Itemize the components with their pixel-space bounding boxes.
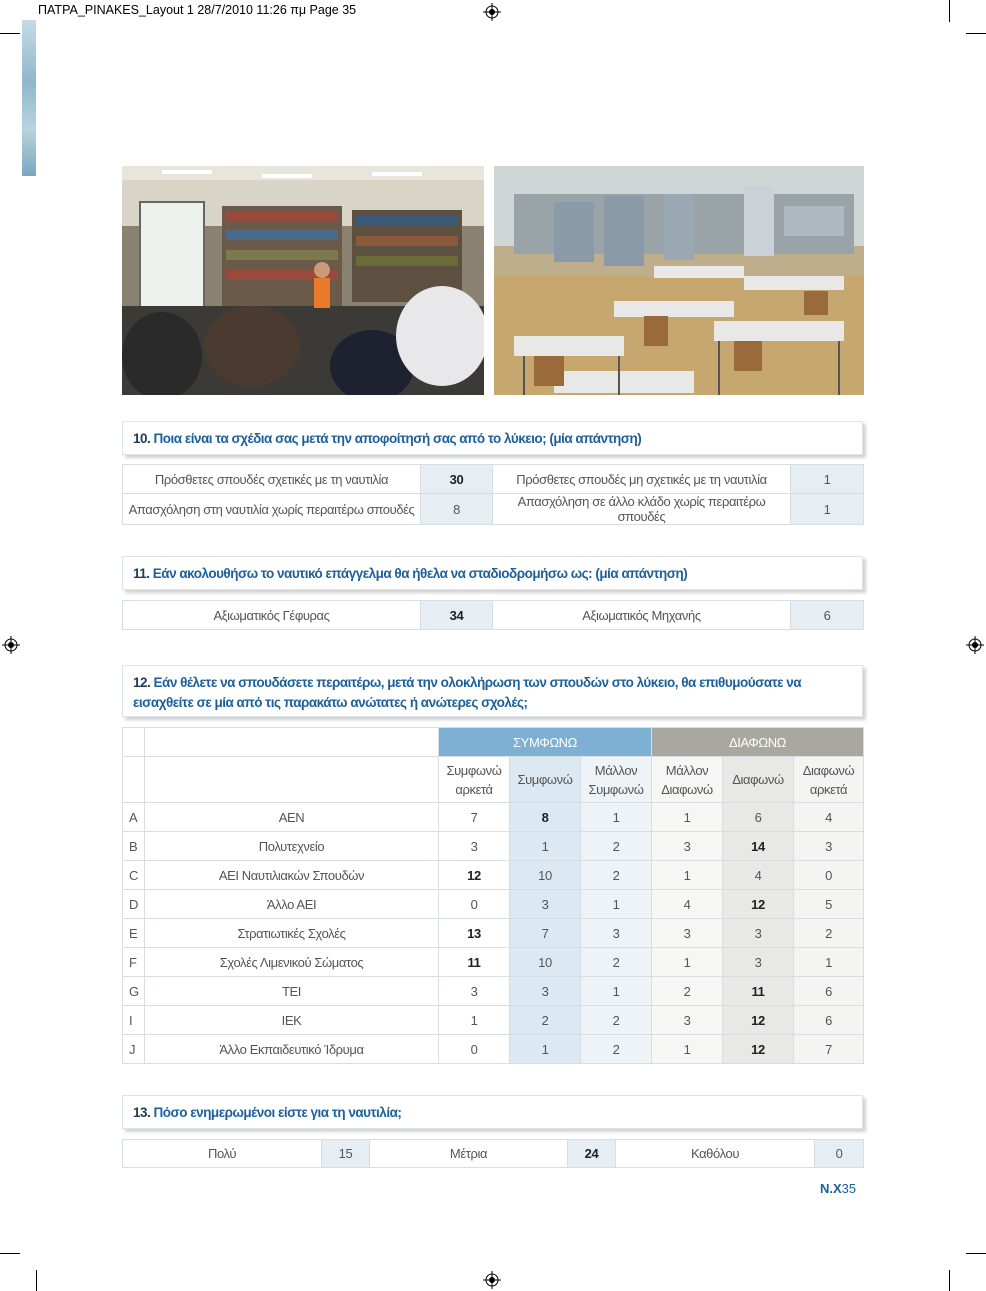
column-header (652, 757, 723, 803)
table-row (123, 601, 864, 630)
group-header-disagree: ΔΙΑΦΩΝΩ (652, 728, 864, 757)
response-count: 1 (652, 1035, 723, 1064)
question-text: Εάν ακολουθήσω το ναυτικό επάγγελμα θα ήθελα να σταδιοδρομήσω ως: (μία απάντηση) (152, 566, 688, 581)
group-header-agree: ΣΥΜΦΩΝΩ (439, 728, 652, 757)
crop-mark (949, 0, 950, 22)
answer-label: Απασχόληση σε άλλο κλάδο χωρίς περαιτέρω σπουδές (493, 494, 791, 525)
answer-count: 0 (815, 1140, 864, 1168)
question-number: 10. (133, 431, 151, 446)
column-header-row (123, 757, 864, 803)
response-count: 3 (439, 832, 510, 861)
classroom-photo-lecture (122, 166, 484, 395)
response-count: 3 (794, 832, 864, 861)
row-school-name: Άλλο Εκπαιδευτικό Ίδρυμα (145, 1035, 439, 1064)
answer-count: 15 (322, 1140, 370, 1168)
table-row (123, 803, 864, 832)
row-code: D (123, 890, 145, 919)
response-count: 11 (439, 948, 510, 977)
question-text: Ποια είναι τα σχέδια σας μετά την αποφοίτησή σας από το λύκειο; (μία απάντηση) (153, 431, 642, 446)
table-row (123, 465, 864, 494)
response-count: 3 (652, 919, 723, 948)
row-code: E (123, 919, 145, 948)
answer-count: 1 (791, 465, 864, 494)
blank-cell (123, 728, 145, 757)
row-code: J (123, 1035, 145, 1064)
column-header-line: Διαφωνώ (732, 772, 784, 787)
row-school-name: ΙΕΚ (145, 1006, 439, 1035)
answer-count: 30 (421, 465, 493, 494)
response-count: 7 (439, 803, 510, 832)
table-row (123, 977, 864, 1006)
question-number: 12. (133, 675, 151, 690)
registration-mark-icon (483, 3, 501, 21)
question-12-body (123, 803, 864, 1064)
question-13-table (122, 1139, 864, 1168)
response-count: 1 (652, 861, 723, 890)
column-header-line: Διαφωνώ (661, 781, 713, 797)
row-school-name: Στρατιωτικές Σχολές (145, 919, 439, 948)
table-row (123, 948, 864, 977)
answer-label: Καθόλου (616, 1140, 815, 1168)
question-number: 11. (133, 566, 150, 581)
row-code: G (123, 977, 145, 1006)
response-count: 5 (794, 890, 864, 919)
response-count: 12 (723, 890, 794, 919)
column-header (581, 757, 652, 803)
response-count: 10 (510, 861, 581, 890)
response-count: 3 (510, 977, 581, 1006)
page-number-value: 35 (841, 1181, 857, 1196)
blank-cell (123, 757, 145, 803)
blank-cell (145, 728, 439, 757)
question-10-table (122, 464, 864, 525)
response-count: 3 (723, 919, 794, 948)
row-code: A (123, 803, 145, 832)
response-count: 2 (581, 1035, 652, 1064)
crop-mark (966, 1253, 986, 1254)
response-count: 12 (723, 1035, 794, 1064)
answer-label: Πρόσθετες σπουδές σχετικές με τη ναυτιλία (123, 465, 421, 494)
response-count: 4 (794, 803, 864, 832)
crop-mark (949, 1270, 950, 1291)
response-count: 6 (794, 1006, 864, 1035)
question-11-box (122, 556, 863, 590)
registration-mark-icon (2, 636, 20, 654)
question-number: 13. (133, 1105, 151, 1120)
response-count: 3 (439, 977, 510, 1006)
response-count: 3 (723, 948, 794, 977)
column-header-line: Διαφωνώ (802, 762, 855, 778)
table-row (123, 494, 864, 525)
response-count: 1 (652, 948, 723, 977)
answer-count: 34 (421, 601, 493, 630)
answer-count: 8 (421, 494, 493, 525)
column-header (510, 757, 581, 803)
response-count: 3 (581, 919, 652, 948)
question-13-box (122, 1095, 863, 1129)
response-count: 0 (439, 890, 510, 919)
response-count: 0 (794, 861, 864, 890)
response-count: 8 (510, 803, 581, 832)
response-count: 11 (723, 977, 794, 1006)
response-count: 2 (652, 977, 723, 1006)
table-row (123, 919, 864, 948)
table-row (123, 1006, 864, 1035)
registration-mark-icon (483, 1271, 501, 1289)
crop-mark (0, 1253, 20, 1254)
answer-label: Απασχόληση στη ναυτιλία χωρίς περαιτέρω σπουδές (123, 494, 421, 525)
answer-label: Αξιωματικός Μηχανής (493, 601, 791, 630)
row-code: C (123, 861, 145, 890)
registration-mark-icon (966, 636, 984, 654)
table-row (123, 1035, 864, 1064)
column-header-line: Συμφωνώ (517, 772, 573, 787)
print-slug: ΠΑΤΡΑ_PINAKES_Layout 1 28/7/2010 11:26 πμ Page 35 (38, 3, 357, 17)
page-number (820, 1181, 856, 1196)
response-count: 12 (439, 861, 510, 890)
table-row (123, 861, 864, 890)
response-count: 4 (723, 861, 794, 890)
column-header-line: Μάλλον (594, 762, 638, 778)
response-count: 14 (723, 832, 794, 861)
table-row (123, 1140, 864, 1168)
answer-label: Μέτρια (370, 1140, 568, 1168)
table-row (123, 890, 864, 919)
response-count: 7 (794, 1035, 864, 1064)
row-code: I (123, 1006, 145, 1035)
crop-mark (0, 33, 20, 34)
response-count: 1 (510, 832, 581, 861)
question-11-table (122, 600, 864, 630)
blank-cell (145, 757, 439, 803)
answer-count: 6 (791, 601, 864, 630)
column-header-line: Συμφωνώ (588, 781, 644, 797)
response-count: 3 (652, 832, 723, 861)
answer-label: Πρόσθετες σπουδές μη σχετικές με τη ναυτιλία (493, 465, 791, 494)
response-count: 2 (794, 919, 864, 948)
answer-label: Πολύ (123, 1140, 322, 1168)
response-count: 1 (652, 803, 723, 832)
row-school-name: Πολυτεχνείο (145, 832, 439, 861)
question-12-box (122, 665, 863, 717)
question-text: Εάν θέλετε να σπουδάσετε περαιτέρω, μετά την ολοκλήρωση των σπουδών στο λύκειο, θα επιθυμούσατε να εισαχθείτε σε μία από τις παρακάτω ανώτατες ή ανώτερες σχολές; (133, 675, 802, 710)
response-count: 4 (652, 890, 723, 919)
column-header-line: Συμφωνώ (446, 762, 502, 778)
response-count: 1 (581, 977, 652, 1006)
column-header (723, 757, 794, 803)
question-10-box (122, 421, 863, 455)
response-count: 2 (510, 1006, 581, 1035)
crop-mark (36, 1270, 37, 1291)
response-count: 1 (794, 948, 864, 977)
response-count: 12 (723, 1006, 794, 1035)
column-header (439, 757, 510, 803)
row-school-name: Άλλο ΑΕΙ (145, 890, 439, 919)
response-count: 3 (510, 890, 581, 919)
response-count: 0 (439, 1035, 510, 1064)
response-count: 1 (581, 803, 652, 832)
row-code: F (123, 948, 145, 977)
response-count: 1 (581, 890, 652, 919)
column-header-line: αρκετά (455, 781, 493, 797)
response-count: 2 (581, 861, 652, 890)
response-count: 2 (581, 1006, 652, 1035)
response-count: 6 (794, 977, 864, 1006)
response-count: 2 (581, 832, 652, 861)
response-count: 10 (510, 948, 581, 977)
column-header-line: Μάλλον (665, 762, 709, 778)
row-school-name: Σχολές Λιμενικού Σώματος (145, 948, 439, 977)
group-header-row (123, 728, 864, 757)
classroom-photo-lab (494, 166, 864, 395)
response-count: 7 (510, 919, 581, 948)
response-count: 13 (439, 919, 510, 948)
response-count: 3 (652, 1006, 723, 1035)
row-school-name: ΤΕΙ (145, 977, 439, 1006)
question-12-table (122, 727, 864, 1064)
response-count: 1 (510, 1035, 581, 1064)
decorative-side-strip (22, 20, 36, 176)
response-count: 6 (723, 803, 794, 832)
row-school-name: ΑΕΙ Ναυτιλιακών Σπουδών (145, 861, 439, 890)
response-count: 1 (439, 1006, 510, 1035)
response-count: 2 (581, 948, 652, 977)
question-text: Πόσο ενημερωμένοι είστε για τη ναυτιλία; (153, 1105, 402, 1120)
row-code: B (123, 832, 145, 861)
answer-count: 24 (568, 1140, 616, 1168)
page-prefix: N.X (820, 1181, 842, 1196)
column-header-line: αρκετά (809, 781, 848, 797)
crop-mark (966, 33, 986, 34)
answer-label: Αξιωματικός Γέφυρας (123, 601, 421, 630)
answer-count: 1 (791, 494, 864, 525)
row-school-name: ΑΕΝ (145, 803, 439, 832)
table-row (123, 832, 864, 861)
column-header (794, 757, 864, 803)
